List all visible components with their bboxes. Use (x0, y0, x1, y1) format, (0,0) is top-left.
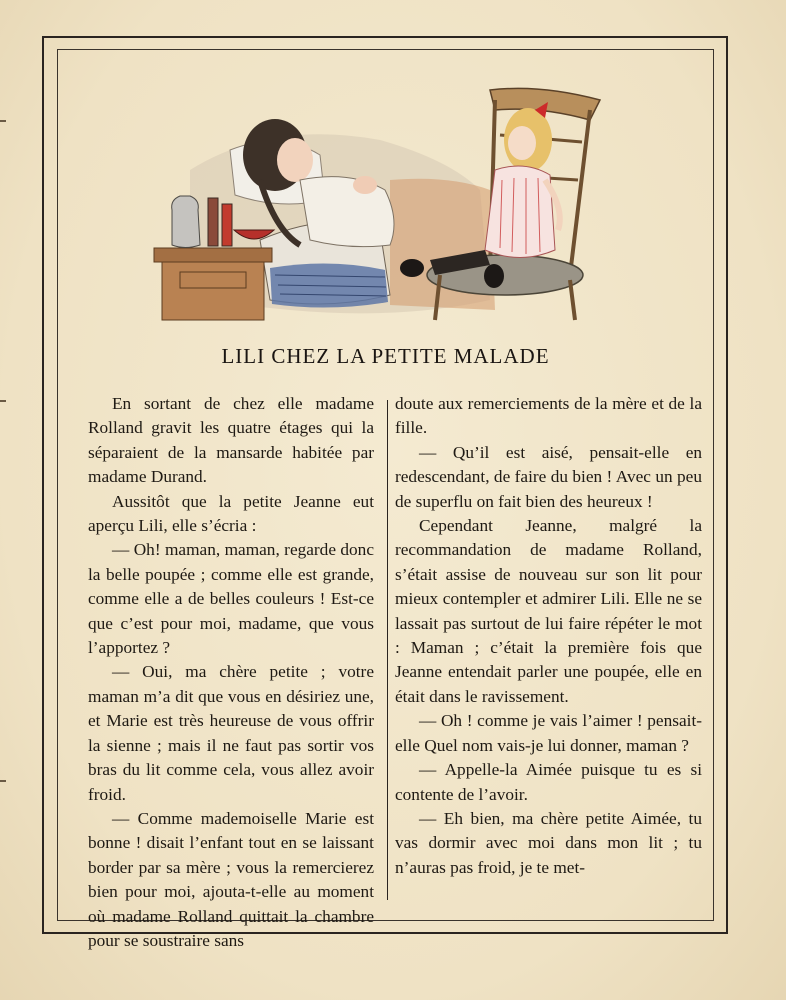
column-divider (387, 400, 388, 900)
paragraph: doute aux remerciements de la mère et de la fille. (395, 394, 702, 438)
nightstand-body (162, 262, 264, 320)
paragraph: En sortant de chez elle madame Rolland gravit les quatre étages qui la séparaient de la mansarde habitée par madame Durand. (88, 394, 374, 487)
girl-hands (353, 176, 377, 194)
paragraph: — Qu’il est aisé, pensait-elle en redescendant, de faire du bien ! Avec un peu de superflu on fait bien des heureux ! (395, 442, 702, 511)
doll-shoe (400, 259, 424, 277)
margin-mark (0, 400, 6, 402)
pitcher (172, 196, 200, 248)
paragraph: — Oui, ma chère petite ; votre maman m’a dit que vous en désiriez une, et Marie est très heureuse de vous offrir la sienne ; mais il ne faut pas sortir vos bras du lit comme cela, vous allez avoir froid. (88, 662, 374, 804)
paragraph: — Oh! maman, maman, regarde donc la belle poupée ; comme elle est grande, comme elle a de belles couleurs ! Est-ce que c’est pour moi, madame, que vous l’apportez ? (88, 540, 374, 658)
paragraph: Aussitôt que la petite Jeanne eut aperçu Lili, elle s’écria : (88, 491, 374, 536)
doll-face (508, 126, 536, 160)
chapter-title: LILI CHEZ LA PETITE MALADE (221, 344, 550, 368)
paragraph: — Oh ! comme je vais l’aimer ! pensait-elle Quel nom vais-je lui donner, maman ? (395, 711, 702, 755)
margin-mark (0, 780, 6, 782)
doll-dress (485, 166, 555, 258)
paragraph: — Eh bien, ma chère petite Aimée, tu vas dormir avec moi dans mon lit ; tu n’auras pas froid, je te met- (395, 808, 702, 877)
margin-mark (0, 120, 6, 122)
illustration-sick-girl-and-doll (150, 80, 640, 330)
bottle (208, 198, 218, 246)
nightstand-top (154, 248, 272, 262)
girl-face (277, 138, 313, 182)
paragraph: — Comme mademoiselle Marie est bonne ! disait l’enfant tout en se laissant border par sa mère ; vous la remercierez bien pour moi, ajouta-t-elle au moment où madame Rolland quittait la chambre pour se soustraire sans (88, 808, 374, 950)
text-column-right (395, 392, 702, 880)
paragraph: — Appelle-la Aimée puisque tu es si contente de l’avoir. (395, 760, 702, 804)
text-column-left (88, 392, 374, 953)
bottle (222, 204, 232, 246)
paragraph: Cependant Jeanne, malgré la recommandation de madame Rolland, s’était assise de nouveau sur son lit pour mieux contempler et admirer Lili. Elle ne se lassait pas surtout de lui faire répéter le mot : Maman ; c’était la première fois que Jeanne entendait parler une poupée, elle en était dans le ravissement. (395, 516, 702, 706)
